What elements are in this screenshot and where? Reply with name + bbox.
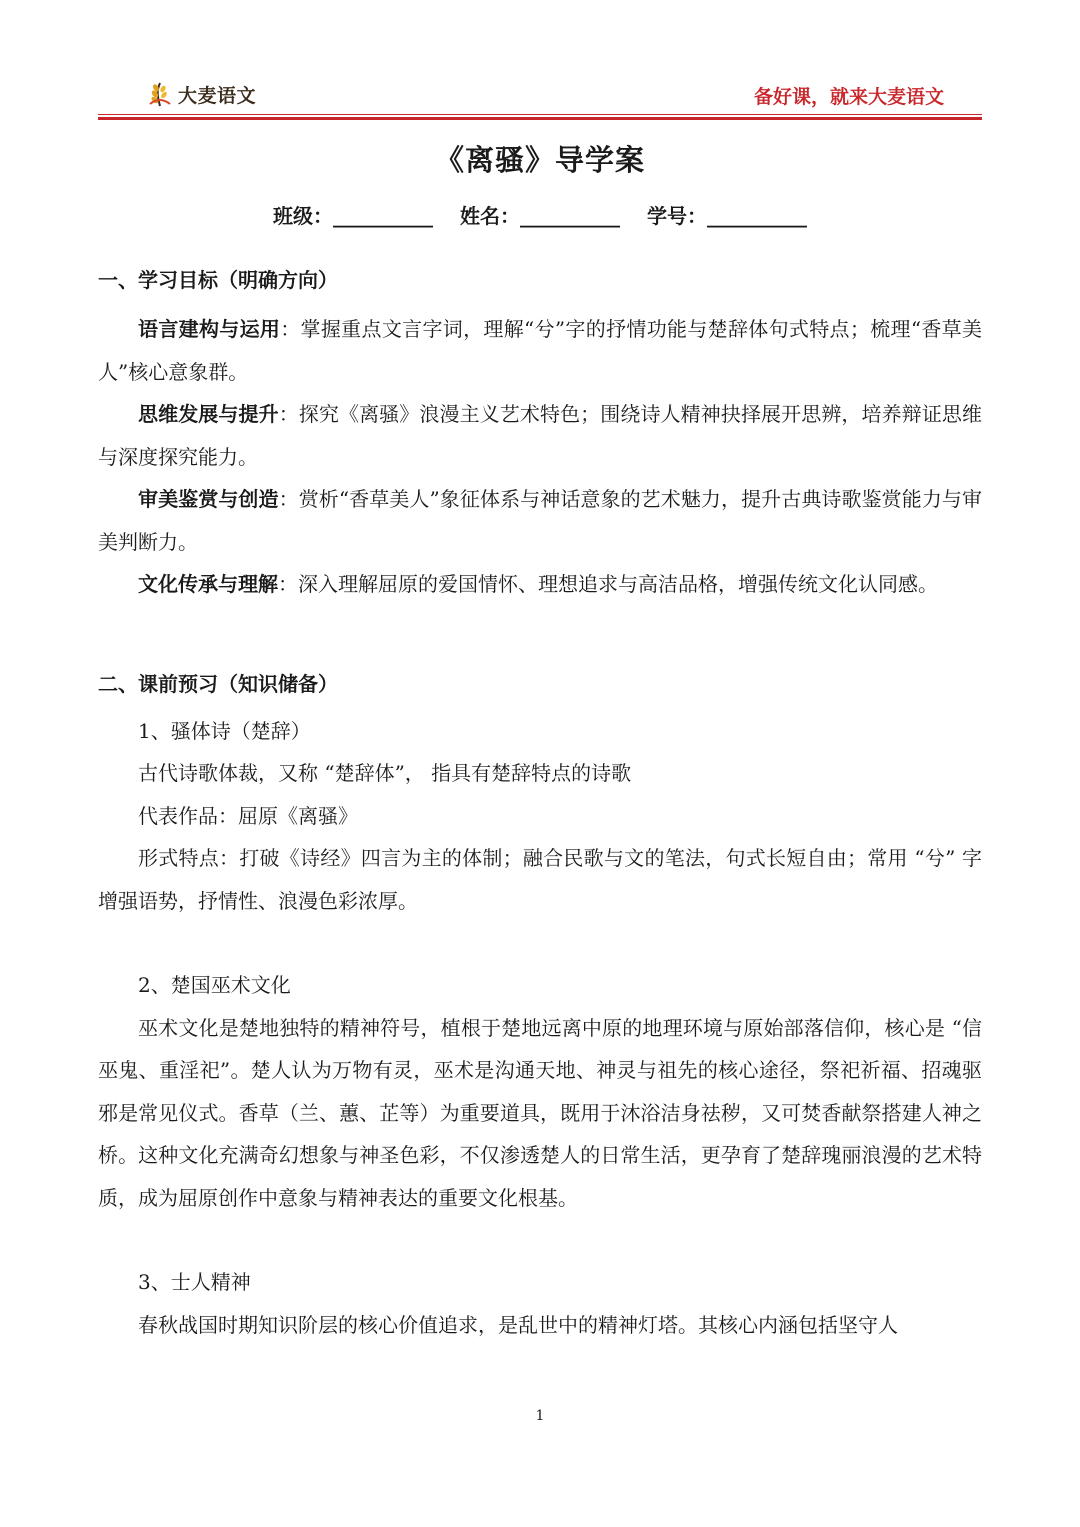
logo-text: 大麦语文 xyxy=(178,84,257,107)
objective-label: 思维发展与提升 xyxy=(138,402,279,426)
section-heading-preview: 二、课前预习（知识储备） xyxy=(98,671,338,696)
objective-item: 文化传承与理解：深入理解屈原的爱国情怀、理想追求与高洁品格，增强传统文化认同感。 xyxy=(138,572,938,596)
body-paragraph: 形式特点：打破《诗经》四言为主的体制；融合民歌与文的笔法，句式长短自由；常用 “兮” 字增强语势，抒情性、浪漫色彩浓厚。 xyxy=(98,846,982,913)
objective-label: 文化传承与理解 xyxy=(138,572,278,596)
name-field: 姓名：__________ xyxy=(460,204,620,228)
objective-text: 深入理解屈原的爱国情怀、理想追求与高洁品格，增强传统文化认同感。 xyxy=(298,572,938,596)
header-divider-thin xyxy=(98,114,982,115)
page-header xyxy=(98,74,982,114)
subsection-title: 3、士人精神 xyxy=(138,1270,251,1294)
body-paragraph: 春秋战国时期知识阶层的核心价值追求，是乱世中的精神灯塔。其核心内涵包括坚守人 xyxy=(138,1312,898,1337)
page-number: 1 xyxy=(535,1408,545,1424)
objective-label: 语言建构与运用 xyxy=(138,317,281,341)
body-paragraph: 代表作品：屈原《离骚》 xyxy=(138,803,358,828)
objective-item: 思维发展与提升：探究《离骚》浪漫主义艺术特色；围绕诗人精神抉择展开思辨，培养辩证思维与深度探究能力。 xyxy=(98,402,983,469)
student-info-line xyxy=(0,200,1080,229)
header-slogan: 备好课，就来大麦语文 xyxy=(753,86,944,108)
subsection-title: 1、骚体诗（楚辞） xyxy=(138,718,311,743)
section-heading-objectives: 一、学习目标（明确方向） xyxy=(98,268,338,292)
body-paragraph: 古代诗歌体裁，又称 “楚辞体”， 指具有楚辞特点的诗歌 xyxy=(138,761,632,785)
document-title: 《离骚》导学案 xyxy=(434,143,645,177)
wheat-logo-icon xyxy=(146,80,174,108)
student-id-field: 学号：__________ xyxy=(646,204,807,228)
objective-text: 探究《离骚》浪漫主义艺术特色；围绕诗人精神抉择展开思辨，培养辩证思维与深度探究能力。 xyxy=(98,402,983,469)
class-field: 班级：__________ xyxy=(273,204,434,228)
objective-label: 审美鉴赏与创造 xyxy=(138,487,279,511)
header-divider-thick xyxy=(98,117,982,120)
objective-text: 赏析“香草美人”象征体系与神话意象的艺术魅力，提升古典诗歌鉴赏能力与审美判断力。 xyxy=(98,487,983,554)
body-paragraph: 巫术文化是楚地独特的精神符号，植根于楚地远离中原的地理环境与原始部落信仰，核心是 “信巫鬼、重淫祀”。楚人认为万物有灵，巫术是沟通天地、神灵与祖先的核心途径，祭祀祈福、招魂驱邪是常见仪式。香草（兰、蕙、芷等）为重要道具，既用于沐浴洁身祛秽，又可焚香献祭搭建人神之桥。这种文化充满奇幻想象与神圣色彩，不仅渗透楚人的日常生活，更孕育了楚辞瑰丽浪漫的艺术特质，成为屈原创作中意象与精神表达的重要文化根基。 xyxy=(98,1015,982,1210)
document-body xyxy=(98,262,982,1346)
objective-text: 掌握重点文言字词，理解“兮”字的抒情功能与楚辞体句式特点；梳理“香草美人”核心意象群。 xyxy=(98,317,982,384)
objective-item: 审美鉴赏与创造：赏析“香草美人”象征体系与神话意象的艺术魅力，提升古典诗歌鉴赏能力与审美判断力。 xyxy=(98,487,983,554)
objective-item: 语言建构与运用：掌握重点文言字词，理解“兮”字的抒情功能与楚辞体句式特点；梳理“香草美人”核心意象群。 xyxy=(98,317,982,384)
brand-logo xyxy=(146,80,256,108)
subsection-title: 2、楚国巫术文化 xyxy=(138,973,291,997)
